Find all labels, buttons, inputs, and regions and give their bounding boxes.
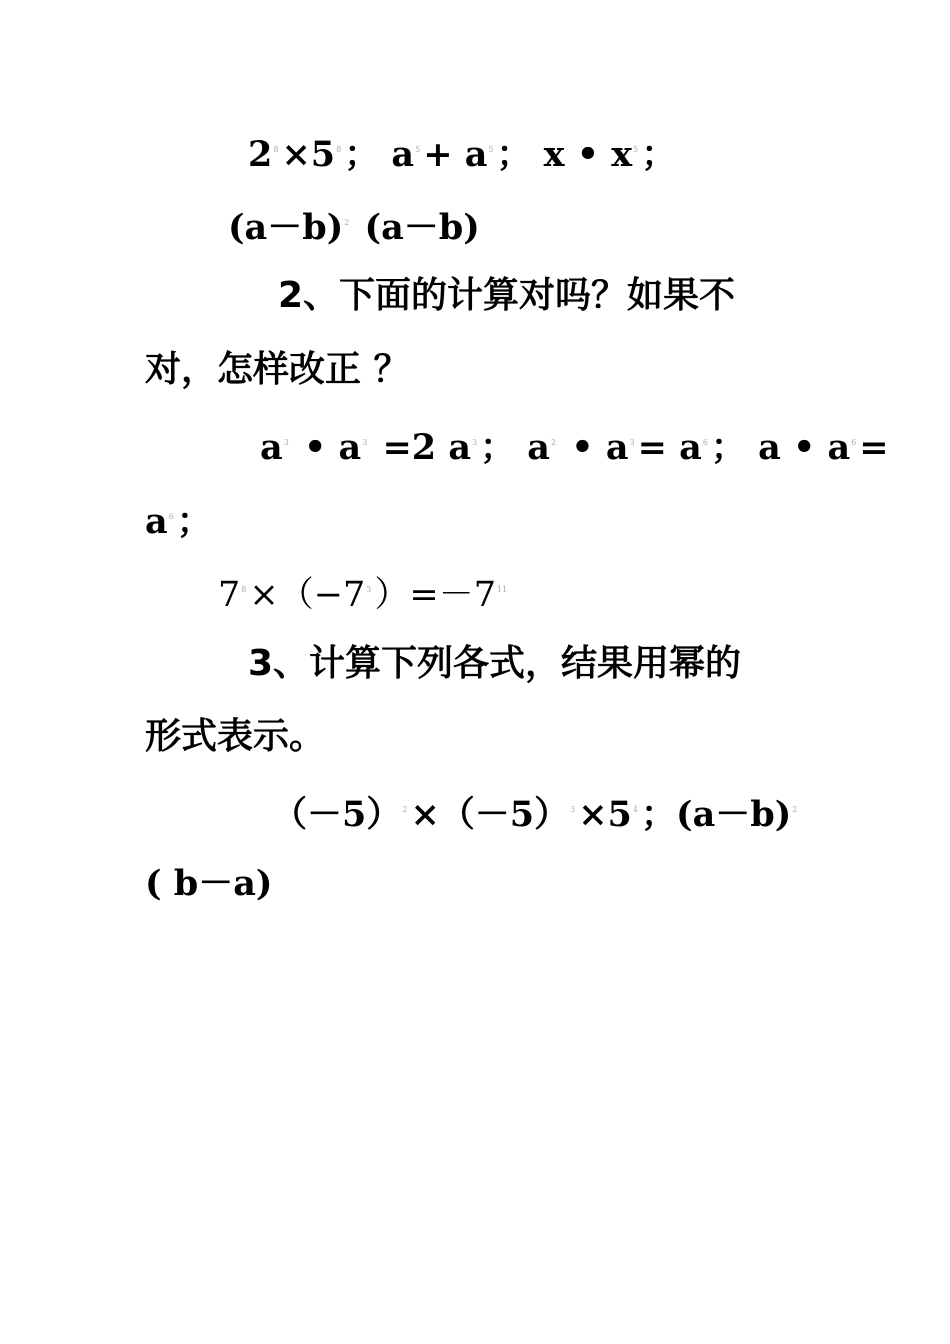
expression-text: ×5 [281,134,336,175]
exponent: 8 [273,145,279,154]
expression-text: = [859,427,889,468]
exponent: 4 [632,805,639,814]
expression-text: ； a [344,134,415,175]
exponent: 3 [570,805,576,814]
expression-text: （－5） [272,794,402,835]
question-3-text: 3、计算下列各式，结果用幂的 [248,643,742,684]
expression-line-6 [272,790,800,835]
exponent: 3 [629,438,635,447]
exponent: 3 [366,585,372,594]
expression-text: 2 [248,134,273,175]
expression-line-3 [260,423,889,468]
exponent: 2 [551,438,557,447]
exponent: 8 [336,145,342,154]
question-2-text-cont: 对，怎样改正 ？ [145,349,410,390]
expression-text: a [260,427,283,468]
expression-text: ； a [480,427,550,468]
exponent: 3 [472,438,478,447]
exponent: 6 [168,512,174,521]
exponent: 3 [283,438,289,447]
expression-text: = a [637,427,702,468]
exponent: 6 [702,438,708,447]
expression-text: =2 a [370,427,472,468]
expression-text: • a [291,427,362,468]
exponent: 5 [488,145,494,154]
exponent: 8 [241,585,247,594]
expression-line-5 [218,570,510,615]
expression-text: a [145,501,168,542]
exponent: 2 [344,218,350,227]
question-3-text-cont: 形式表示。 [145,716,326,757]
expression-text: ×（－5） [410,794,570,835]
exponent: 11 [497,585,508,594]
question-2-text: 2、下面的计算对吗？如果不 [278,275,736,316]
expression-text: ×5 [578,794,632,835]
expression-text: ）=－7 [374,575,496,615]
expression-text: (a－b) [228,207,344,248]
expression-text: • a [559,427,629,468]
exponent: 2 [402,805,408,814]
expression-text: ； [176,501,212,542]
exponent: 2 [792,805,798,814]
exponent: 6 [851,438,857,447]
expression-text: ； x • x [496,134,633,175]
expression-line-4 [145,497,212,542]
expression-text: (a－b) [352,207,480,248]
exponent: 5 [633,145,639,154]
exponent: 3 [362,438,368,447]
expression-line-1 [248,130,676,175]
expression-text: ( b－a) [145,863,273,904]
exponent: 5 [415,145,421,154]
expression-text: ； a • a [710,427,851,468]
expression-line-7 [145,864,272,904]
expression-text: ×（−7 [249,575,366,615]
expression-line-2 [228,203,480,248]
expression-text: ； [641,134,677,175]
expression-text: + a [423,134,488,175]
expression-text: 7 [218,575,241,615]
expression-text: ；(a－b) [641,794,792,835]
